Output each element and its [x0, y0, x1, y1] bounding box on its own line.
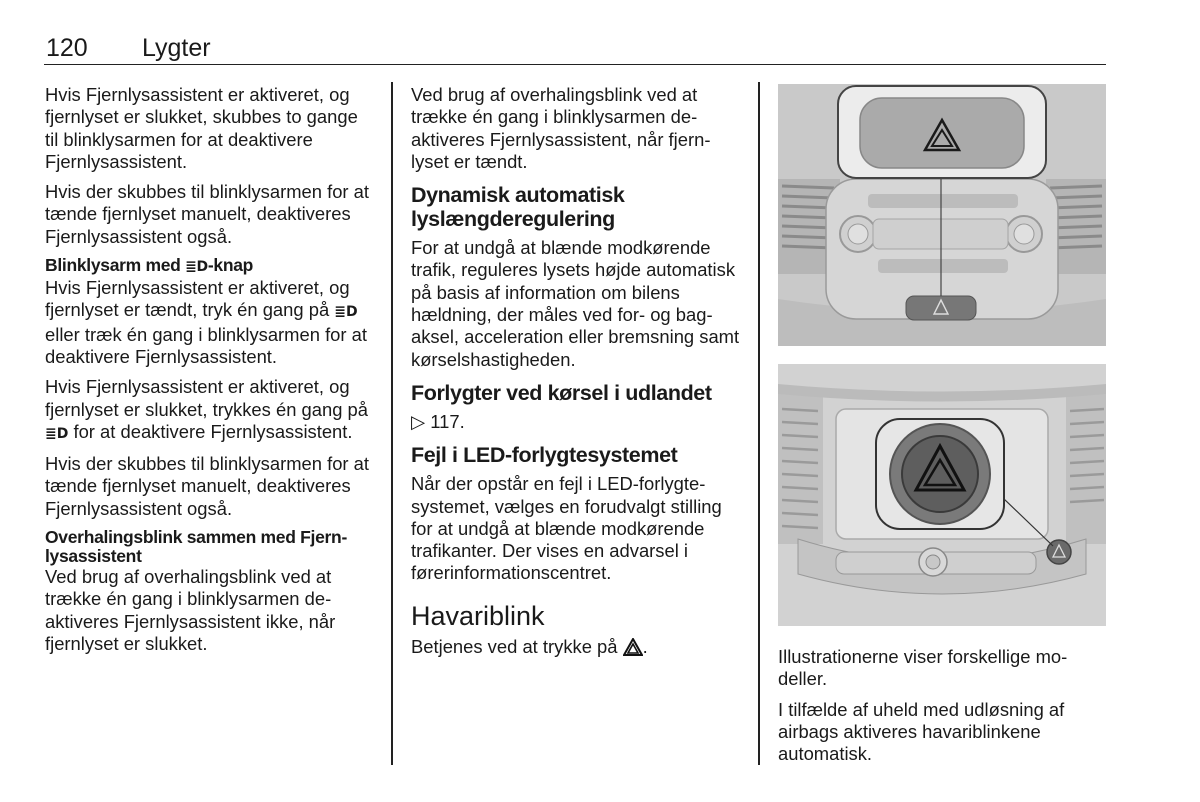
- paragraph: Ved brug af overhalingsblink ved at trække én gang i blinklysarmen deaktiveres Fjernlysassistent ikke, når fjernlyset er slukket.: [45, 566, 336, 654]
- column-divider: [391, 82, 393, 765]
- page-number: 120: [46, 34, 88, 62]
- paragraph: Når der opstår en fejl i LED-forlygtesystemet, vælges en forudvalgt stilling for at undgå at blænde modkørende trafikanter. Der vises en advarsel i førerinformationscentret.: [411, 473, 722, 584]
- column-right-text: [778, 646, 1106, 773]
- page-reference[interactable]: ▷ 117.: [411, 410, 465, 432]
- hazard-warning-icon: [623, 638, 643, 661]
- high-beam-icon: ≣D: [185, 259, 208, 276]
- section-heading: Overhalingsblink sammen med Fjernlysassistent: [45, 527, 348, 567]
- dashboard-illustration-bottom: [778, 364, 1106, 626]
- figure-caption: Illustrationerne viser forskellige modeller.: [778, 646, 1068, 690]
- paragraph: I tilfælde af uheld med udløsning af airbags aktiveres havariblinkene automatisk.: [778, 698, 1065, 765]
- main-heading: Havariblink: [411, 600, 545, 631]
- paragraph: For at undgå at blænde modkørende trafik, reguleres lysets højde automatisk på basis af information om bilens hældning, der måles ved for- og bagaksel, acceleration eller bremsning samt kørselshastigheden.: [411, 237, 740, 370]
- paragraph: Hvis Fjernlysassistent er aktiveret, og fjernlyset er slukket, trykkes én gang på ≣D for at deaktivere Fjernlysassistent.: [45, 376, 369, 442]
- section-heading: Dynamisk automatisk lyslængderegulering: [411, 183, 625, 232]
- page-header: [44, 30, 1106, 65]
- paragraph: Hvis Fjernlysassistent er aktiveret, og fjernlyset er slukket, skubbes to gange til blinklysarmen for at deaktivere Fjernlysassistent.: [45, 84, 358, 172]
- column-left: [45, 84, 375, 663]
- column-middle: [411, 84, 741, 669]
- high-beam-icon: ≣D: [45, 425, 69, 442]
- paragraph: Hvis der skubbes til blinklysarmen for at tænde fjernlyset manuelt, deaktiveres Fjernlysassistent også.: [45, 453, 370, 519]
- section-heading: Blinklysarm med ≣D-knap: [45, 255, 254, 276]
- section-heading: Forlygter ved kørsel i udlandet: [411, 380, 712, 405]
- paragraph: Hvis der skubbes til blinklysarmen for at tænde fjernlyset manuelt, deaktiveres Fjernlysassistent også.: [45, 181, 370, 247]
- column-divider: [758, 82, 760, 765]
- reference-arrow-icon: ▷: [411, 410, 426, 432]
- dashboard-illustration-top: [778, 84, 1106, 346]
- paragraph: Betjenes ved at trykke på .: [411, 636, 741, 661]
- section-heading: Fejl i LED-forlygtesystemet: [411, 443, 678, 468]
- paragraph: Hvis Fjernlysassistent er aktiveret, og fjernlyset er tændt, tryk én gang på ≣D eller træk én gang i blinklysarmen for at deaktivere Fjernlysassistent.: [45, 277, 367, 367]
- paragraph: Ved brug af overhalingsblink ved at trække én gang i blinklysarmen deaktiveres Fjernlysassistent, når fjernlyset er tændt.: [411, 84, 711, 172]
- chapter-title: Lygter: [142, 34, 211, 62]
- high-beam-icon: ≣D: [334, 304, 358, 321]
